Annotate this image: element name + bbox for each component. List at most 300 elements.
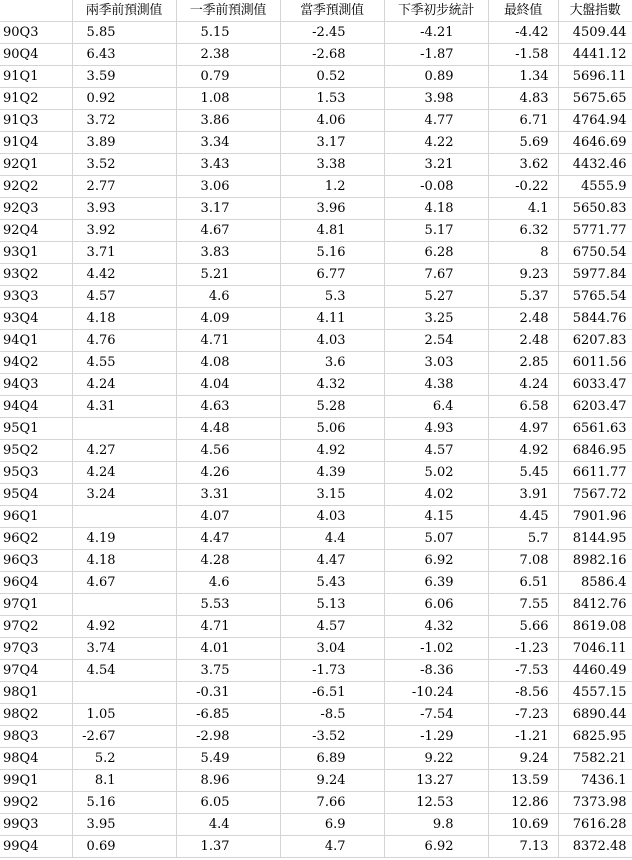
table-cell[interactable]: 4432.46 (558, 154, 632, 176)
table-cell[interactable]: 5.53 (176, 594, 280, 616)
table-cell[interactable]: 4557.15 (558, 682, 632, 704)
table-cell[interactable]: 3.98 (384, 88, 488, 110)
table-row (0, 484, 632, 506)
table-cell[interactable]: 4.42 (72, 264, 176, 286)
table-cell[interactable]: 4.15 (384, 506, 488, 528)
table-cell[interactable]: 3.71 (72, 242, 176, 264)
table-cell[interactable]: -2.68 (280, 44, 384, 66)
table-cell[interactable]: -1.02 (384, 638, 488, 660)
table-cell[interactable]: 6.28 (384, 242, 488, 264)
table-cell[interactable]: 8372.48 (558, 836, 632, 858)
table-cell[interactable]: 2.48 (488, 308, 558, 330)
table-cell[interactable]: 4441.12 (558, 44, 632, 66)
row-label-cell[interactable]: 99Q4 (0, 836, 72, 858)
column-header[interactable]: 一季前預測值 (176, 0, 280, 22)
table-cell[interactable]: 5.02 (384, 462, 488, 484)
table-cell[interactable]: 6.77 (280, 264, 384, 286)
table-cell[interactable]: 6.51 (488, 572, 558, 594)
table-cell[interactable]: -1.23 (488, 638, 558, 660)
table-cell[interactable]: 1.2 (280, 176, 384, 198)
table-cell[interactable]: 3.86 (176, 110, 280, 132)
table-cell[interactable]: 4.83 (488, 88, 558, 110)
table-cell[interactable]: 4.92 (280, 440, 384, 462)
table-cell[interactable]: -10.24 (384, 682, 488, 704)
table-cell[interactable]: 4646.69 (558, 132, 632, 154)
table-cell[interactable]: 4.18 (72, 550, 176, 572)
table-cell[interactable] (72, 594, 176, 616)
table-cell[interactable]: 3.31 (176, 484, 280, 506)
table-cell[interactable]: 1.08 (176, 88, 280, 110)
table-cell[interactable]: 6750.54 (558, 242, 632, 264)
table-cell[interactable]: 4.93 (384, 418, 488, 440)
row-label-cell[interactable]: 93Q2 (0, 264, 72, 286)
table-cell[interactable]: 8.1 (72, 770, 176, 792)
table-cell[interactable]: 4.03 (280, 506, 384, 528)
table-cell[interactable]: 4.63 (176, 396, 280, 418)
table-row (0, 374, 632, 396)
table-cell[interactable]: 12.86 (488, 792, 558, 814)
table-cell[interactable]: 5.13 (280, 594, 384, 616)
table-cell[interactable]: 4.57 (280, 616, 384, 638)
table-cell[interactable]: 7046.11 (558, 638, 632, 660)
table-cell[interactable]: 4.7 (280, 836, 384, 858)
table-cell[interactable]: 4555.9 (558, 176, 632, 198)
table-cell[interactable]: 4.67 (72, 572, 176, 594)
table-row (0, 154, 632, 176)
table-cell[interactable]: 6890.44 (558, 704, 632, 726)
table-cell[interactable]: -4.21 (384, 22, 488, 44)
table-cell[interactable]: 2.48 (488, 330, 558, 352)
table-row (0, 286, 632, 308)
table-cell[interactable]: 8.96 (176, 770, 280, 792)
header-corner-cell[interactable] (0, 0, 72, 22)
table-row (0, 616, 632, 638)
row-label-cell[interactable]: 92Q3 (0, 198, 72, 220)
table-cell[interactable]: 3.17 (280, 132, 384, 154)
table-cell[interactable]: 4.4 (176, 814, 280, 836)
table-cell[interactable]: 4764.94 (558, 110, 632, 132)
table-cell[interactable]: 6.06 (384, 594, 488, 616)
table-cell[interactable]: 7616.28 (558, 814, 632, 836)
table-cell[interactable]: 6.58 (488, 396, 558, 418)
table-cell[interactable]: 4.6 (176, 286, 280, 308)
row-label-cell[interactable]: 91Q2 (0, 88, 72, 110)
column-header[interactable]: 下季初步統計 (384, 0, 488, 22)
column-header[interactable]: 大盤指數 (558, 0, 632, 22)
table-cell[interactable]: 8 (488, 242, 558, 264)
table-cell[interactable]: 3.72 (72, 110, 176, 132)
row-label-cell[interactable]: 92Q1 (0, 154, 72, 176)
table-cell[interactable]: 3.34 (176, 132, 280, 154)
table-cell[interactable]: -1.87 (384, 44, 488, 66)
table-cell[interactable]: 6846.95 (558, 440, 632, 462)
table-cell[interactable]: 4.32 (384, 616, 488, 638)
table-cell[interactable]: 9.8 (384, 814, 488, 836)
table-cell[interactable]: 5844.76 (558, 308, 632, 330)
table-cell[interactable]: 3.83 (176, 242, 280, 264)
table-cell[interactable]: 3.96 (280, 198, 384, 220)
table-cell[interactable]: 13.27 (384, 770, 488, 792)
table-cell[interactable]: 4.47 (280, 550, 384, 572)
row-label-cell[interactable]: 98Q3 (0, 726, 72, 748)
column-header[interactable]: 當季預測值 (280, 0, 384, 22)
table-cell[interactable]: 5.28 (280, 396, 384, 418)
table-cell[interactable]: 5.49 (176, 748, 280, 770)
row-label-cell[interactable]: 98Q4 (0, 748, 72, 770)
row-label-cell[interactable]: 98Q1 (0, 682, 72, 704)
table-cell[interactable]: 7582.21 (558, 748, 632, 770)
table-cell[interactable]: 4.27 (72, 440, 176, 462)
table-cell[interactable]: 1.37 (176, 836, 280, 858)
row-label-cell[interactable]: 98Q2 (0, 704, 72, 726)
table-cell[interactable]: 5765.54 (558, 286, 632, 308)
table-cell[interactable]: 5.15 (176, 22, 280, 44)
table-cell[interactable]: 4.32 (280, 374, 384, 396)
table-cell[interactable]: 6825.95 (558, 726, 632, 748)
table-cell[interactable]: 5.69 (488, 132, 558, 154)
table-cell[interactable]: 4.55 (72, 352, 176, 374)
row-label-cell[interactable]: 90Q4 (0, 44, 72, 66)
table-cell[interactable]: 6207.83 (558, 330, 632, 352)
table-cell[interactable]: 4.1 (488, 198, 558, 220)
table-cell[interactable]: 4509.44 (558, 22, 632, 44)
table-cell[interactable]: 4.06 (280, 110, 384, 132)
table-cell[interactable]: 1.05 (72, 704, 176, 726)
table-cell[interactable]: 3.74 (72, 638, 176, 660)
table-cell[interactable]: 7.13 (488, 836, 558, 858)
table-row (0, 264, 632, 286)
table-cell[interactable]: 7901.96 (558, 506, 632, 528)
table-cell[interactable]: 13.59 (488, 770, 558, 792)
table-cell[interactable]: 3.25 (384, 308, 488, 330)
table-cell[interactable]: 8982.16 (558, 550, 632, 572)
table-cell[interactable]: 3.06 (176, 176, 280, 198)
row-label-cell[interactable]: 96Q3 (0, 550, 72, 572)
table-cell[interactable]: 4.71 (176, 330, 280, 352)
table-cell[interactable]: 0.92 (72, 88, 176, 110)
table-cell[interactable]: 0.89 (384, 66, 488, 88)
table-cell[interactable]: 4.01 (176, 638, 280, 660)
table-cell[interactable]: 8619.08 (558, 616, 632, 638)
row-label-cell[interactable]: 99Q2 (0, 792, 72, 814)
table-row (0, 770, 632, 792)
table-row (0, 506, 632, 528)
table-cell[interactable]: 1.53 (280, 88, 384, 110)
table-cell[interactable]: 4.56 (176, 440, 280, 462)
row-label-cell[interactable]: 97Q4 (0, 660, 72, 682)
table-cell[interactable]: 8144.95 (558, 528, 632, 550)
table-cell[interactable] (72, 418, 176, 440)
table-cell[interactable]: -0.08 (384, 176, 488, 198)
table-cell[interactable]: 3.15 (280, 484, 384, 506)
row-label-cell[interactable]: 97Q3 (0, 638, 72, 660)
table-cell[interactable]: 3.93 (72, 198, 176, 220)
table-cell[interactable] (72, 506, 176, 528)
table-cell[interactable]: 9.24 (488, 748, 558, 770)
table-cell[interactable]: 8412.76 (558, 594, 632, 616)
table-cell[interactable]: 9.22 (384, 748, 488, 770)
table-cell[interactable]: 7373.98 (558, 792, 632, 814)
table-cell[interactable]: 4.11 (280, 308, 384, 330)
table-row (0, 836, 632, 858)
table-cell[interactable]: -2.67 (72, 726, 176, 748)
table-row (0, 528, 632, 550)
row-label-cell[interactable]: 96Q2 (0, 528, 72, 550)
table-cell[interactable]: 3.52 (72, 154, 176, 176)
table-cell[interactable]: 9.23 (488, 264, 558, 286)
table-cell[interactable]: -8.56 (488, 682, 558, 704)
table-cell[interactable]: 3.6 (280, 352, 384, 374)
table-cell[interactable]: 4.24 (72, 374, 176, 396)
table-cell[interactable]: 4.92 (488, 440, 558, 462)
table-cell[interactable]: 5.06 (280, 418, 384, 440)
table-row (0, 572, 632, 594)
table-cell[interactable]: 6.9 (280, 814, 384, 836)
table-cell[interactable]: -6.85 (176, 704, 280, 726)
table-cell[interactable]: 5.07 (384, 528, 488, 550)
table-row (0, 660, 632, 682)
table-cell[interactable]: 4.28 (176, 550, 280, 572)
table-cell[interactable]: 6.39 (384, 572, 488, 594)
table-cell[interactable]: 4.81 (280, 220, 384, 242)
table-cell[interactable]: 4.26 (176, 462, 280, 484)
table-row (0, 22, 632, 44)
table-cell[interactable]: 4.09 (176, 308, 280, 330)
table-cell[interactable]: 12.53 (384, 792, 488, 814)
table-cell[interactable]: 4.4 (280, 528, 384, 550)
table-cell[interactable]: 2.77 (72, 176, 176, 198)
table-cell[interactable]: 4.71 (176, 616, 280, 638)
table-cell[interactable]: 6.71 (488, 110, 558, 132)
table-body (0, 22, 632, 858)
table-cell[interactable]: 4.07 (176, 506, 280, 528)
table-cell[interactable]: 3.75 (176, 660, 280, 682)
table-cell[interactable]: 4.24 (72, 462, 176, 484)
table-cell[interactable]: -8.5 (280, 704, 384, 726)
table-cell[interactable]: 3.62 (488, 154, 558, 176)
table-cell[interactable]: 8586.4 (558, 572, 632, 594)
table-cell[interactable]: 6.05 (176, 792, 280, 814)
table-cell[interactable]: 3.59 (72, 66, 176, 88)
table-row (0, 638, 632, 660)
table-row (0, 704, 632, 726)
row-label-cell[interactable]: 94Q2 (0, 352, 72, 374)
row-label-cell[interactable]: 97Q1 (0, 594, 72, 616)
table-cell[interactable]: 7.08 (488, 550, 558, 572)
table-cell[interactable]: 3.24 (72, 484, 176, 506)
table-cell[interactable]: 4.57 (384, 440, 488, 462)
row-label-cell[interactable]: 93Q1 (0, 242, 72, 264)
table-cell[interactable]: 6.4 (384, 396, 488, 418)
table-cell[interactable]: 5771.77 (558, 220, 632, 242)
table-cell[interactable]: 4.45 (488, 506, 558, 528)
table-cell[interactable]: -7.53 (488, 660, 558, 682)
table-cell[interactable]: 4.18 (72, 308, 176, 330)
table-row (0, 110, 632, 132)
table-cell[interactable]: 3.92 (72, 220, 176, 242)
table-cell[interactable]: 5.66 (488, 616, 558, 638)
table-cell[interactable]: 4.47 (176, 528, 280, 550)
table-cell[interactable]: 6561.63 (558, 418, 632, 440)
table-cell[interactable]: 4.6 (176, 572, 280, 594)
table-cell[interactable]: 7436.1 (558, 770, 632, 792)
table-cell[interactable]: 6.89 (280, 748, 384, 770)
table-cell[interactable]: 4.18 (384, 198, 488, 220)
row-label-cell[interactable]: 99Q3 (0, 814, 72, 836)
table-cell[interactable]: -8.36 (384, 660, 488, 682)
row-label-cell[interactable]: 96Q1 (0, 506, 72, 528)
table-row (0, 550, 632, 572)
row-label-cell[interactable]: 96Q4 (0, 572, 72, 594)
table-cell[interactable]: 3.38 (280, 154, 384, 176)
table-cell[interactable]: 4.67 (176, 220, 280, 242)
table-cell[interactable]: 4.92 (72, 616, 176, 638)
table-cell[interactable]: 3.03 (384, 352, 488, 374)
table-row (0, 594, 632, 616)
row-label-cell[interactable]: 91Q4 (0, 132, 72, 154)
row-label-cell[interactable]: 90Q3 (0, 22, 72, 44)
row-label-cell[interactable]: 95Q2 (0, 440, 72, 462)
table-cell[interactable]: 4.38 (384, 374, 488, 396)
table-cell[interactable]: 4.76 (72, 330, 176, 352)
table-row (0, 176, 632, 198)
table-row (0, 726, 632, 748)
table-cell[interactable]: 5.3 (280, 286, 384, 308)
table-cell[interactable]: 6.92 (384, 550, 488, 572)
table-cell[interactable]: 4.54 (72, 660, 176, 682)
table-cell[interactable]: 5.37 (488, 286, 558, 308)
row-label-cell[interactable]: 91Q1 (0, 66, 72, 88)
table-cell[interactable]: 4.19 (72, 528, 176, 550)
table-cell[interactable]: -1.29 (384, 726, 488, 748)
table-row (0, 308, 632, 330)
table-cell[interactable]: -4.42 (488, 22, 558, 44)
table-cell[interactable]: 4.57 (72, 286, 176, 308)
table-cell[interactable]: 0.69 (72, 836, 176, 858)
table-cell[interactable]: 4.97 (488, 418, 558, 440)
row-label-cell[interactable]: 95Q4 (0, 484, 72, 506)
table-cell[interactable]: 5977.84 (558, 264, 632, 286)
row-label-cell[interactable]: 93Q3 (0, 286, 72, 308)
table-cell[interactable]: 1.34 (488, 66, 558, 88)
row-label-cell[interactable]: 97Q2 (0, 616, 72, 638)
table-cell[interactable]: -1.73 (280, 660, 384, 682)
table-cell[interactable]: 3.89 (72, 132, 176, 154)
table-cell[interactable]: 5.17 (384, 220, 488, 242)
table-cell[interactable]: 3.21 (384, 154, 488, 176)
table-cell[interactable]: -1.21 (488, 726, 558, 748)
table-row (0, 814, 632, 836)
table-cell[interactable]: 5675.65 (558, 88, 632, 110)
table-cell[interactable]: 2.54 (384, 330, 488, 352)
table-cell[interactable]: -3.52 (280, 726, 384, 748)
table-cell[interactable]: 6.92 (384, 836, 488, 858)
table-cell[interactable]: -7.23 (488, 704, 558, 726)
table-cell[interactable]: -7.54 (384, 704, 488, 726)
table-cell[interactable]: 3.04 (280, 638, 384, 660)
column-header[interactable]: 兩季前預測值 (72, 0, 176, 22)
row-label-cell[interactable]: 91Q3 (0, 110, 72, 132)
table-cell[interactable]: 2.85 (488, 352, 558, 374)
table-cell[interactable]: 6033.47 (558, 374, 632, 396)
table-cell[interactable]: 7.67 (384, 264, 488, 286)
table-cell[interactable]: 10.69 (488, 814, 558, 836)
table-cell[interactable]: 4.03 (280, 330, 384, 352)
table-cell[interactable]: 7.55 (488, 594, 558, 616)
row-label-cell[interactable]: 94Q1 (0, 330, 72, 352)
table-cell[interactable]: 5.16 (72, 792, 176, 814)
table-cell[interactable]: 3.91 (488, 484, 558, 506)
table-cell[interactable]: 4.48 (176, 418, 280, 440)
table-cell[interactable]: 4.24 (488, 374, 558, 396)
table-cell[interactable]: -2.98 (176, 726, 280, 748)
table-cell[interactable]: 9.24 (280, 770, 384, 792)
table-cell[interactable]: 2.38 (176, 44, 280, 66)
row-label-cell[interactable]: 93Q4 (0, 308, 72, 330)
table-cell[interactable]: 7.66 (280, 792, 384, 814)
table-row (0, 462, 632, 484)
table-cell[interactable]: 4.08 (176, 352, 280, 374)
table-cell[interactable]: 6.32 (488, 220, 558, 242)
table-cell[interactable]: 0.79 (176, 66, 280, 88)
table-cell[interactable]: 5.7 (488, 528, 558, 550)
table-cell[interactable]: 5.85 (72, 22, 176, 44)
table-cell[interactable]: 4.02 (384, 484, 488, 506)
table-cell[interactable]: -2.45 (280, 22, 384, 44)
table-cell[interactable] (72, 682, 176, 704)
table-cell[interactable]: 4.77 (384, 110, 488, 132)
table-cell[interactable]: 4.39 (280, 462, 384, 484)
table-row (0, 682, 632, 704)
table-cell[interactable]: -6.51 (280, 682, 384, 704)
table-cell[interactable]: 4.31 (72, 396, 176, 418)
row-label-cell[interactable]: 94Q3 (0, 374, 72, 396)
table-cell[interactable]: 4460.49 (558, 660, 632, 682)
table-cell[interactable]: 3.17 (176, 198, 280, 220)
row-label-cell[interactable]: 92Q2 (0, 176, 72, 198)
table-cell[interactable]: 7567.72 (558, 484, 632, 506)
table-cell[interactable]: 6.43 (72, 44, 176, 66)
table-cell[interactable]: -1.58 (488, 44, 558, 66)
table-row (0, 352, 632, 374)
table-cell[interactable]: 4.22 (384, 132, 488, 154)
table-row (0, 792, 632, 814)
table-cell[interactable]: 6611.77 (558, 462, 632, 484)
table-cell[interactable]: 5.21 (176, 264, 280, 286)
table-cell[interactable]: -0.22 (488, 176, 558, 198)
table-cell[interactable]: 5.43 (280, 572, 384, 594)
table-cell[interactable]: 5.45 (488, 462, 558, 484)
row-label-cell[interactable]: 99Q1 (0, 770, 72, 792)
table-cell[interactable]: 3.95 (72, 814, 176, 836)
column-header[interactable]: 最終值 (488, 0, 558, 22)
row-label-cell[interactable]: 95Q1 (0, 418, 72, 440)
table-cell[interactable]: 6203.47 (558, 396, 632, 418)
table-cell[interactable]: 3.43 (176, 154, 280, 176)
table-cell[interactable]: -0.31 (176, 682, 280, 704)
row-label-cell[interactable]: 92Q4 (0, 220, 72, 242)
table-cell[interactable]: 4.04 (176, 374, 280, 396)
table-cell[interactable]: 6011.56 (558, 352, 632, 374)
table-cell[interactable]: 5.27 (384, 286, 488, 308)
table-cell[interactable]: 5650.83 (558, 198, 632, 220)
table-cell[interactable]: 5696.11 (558, 66, 632, 88)
table-cell[interactable]: 5.2 (72, 748, 176, 770)
row-label-cell[interactable]: 94Q4 (0, 396, 72, 418)
table-cell[interactable]: 5.16 (280, 242, 384, 264)
row-label-cell[interactable]: 95Q3 (0, 462, 72, 484)
table-cell[interactable]: 0.52 (280, 66, 384, 88)
